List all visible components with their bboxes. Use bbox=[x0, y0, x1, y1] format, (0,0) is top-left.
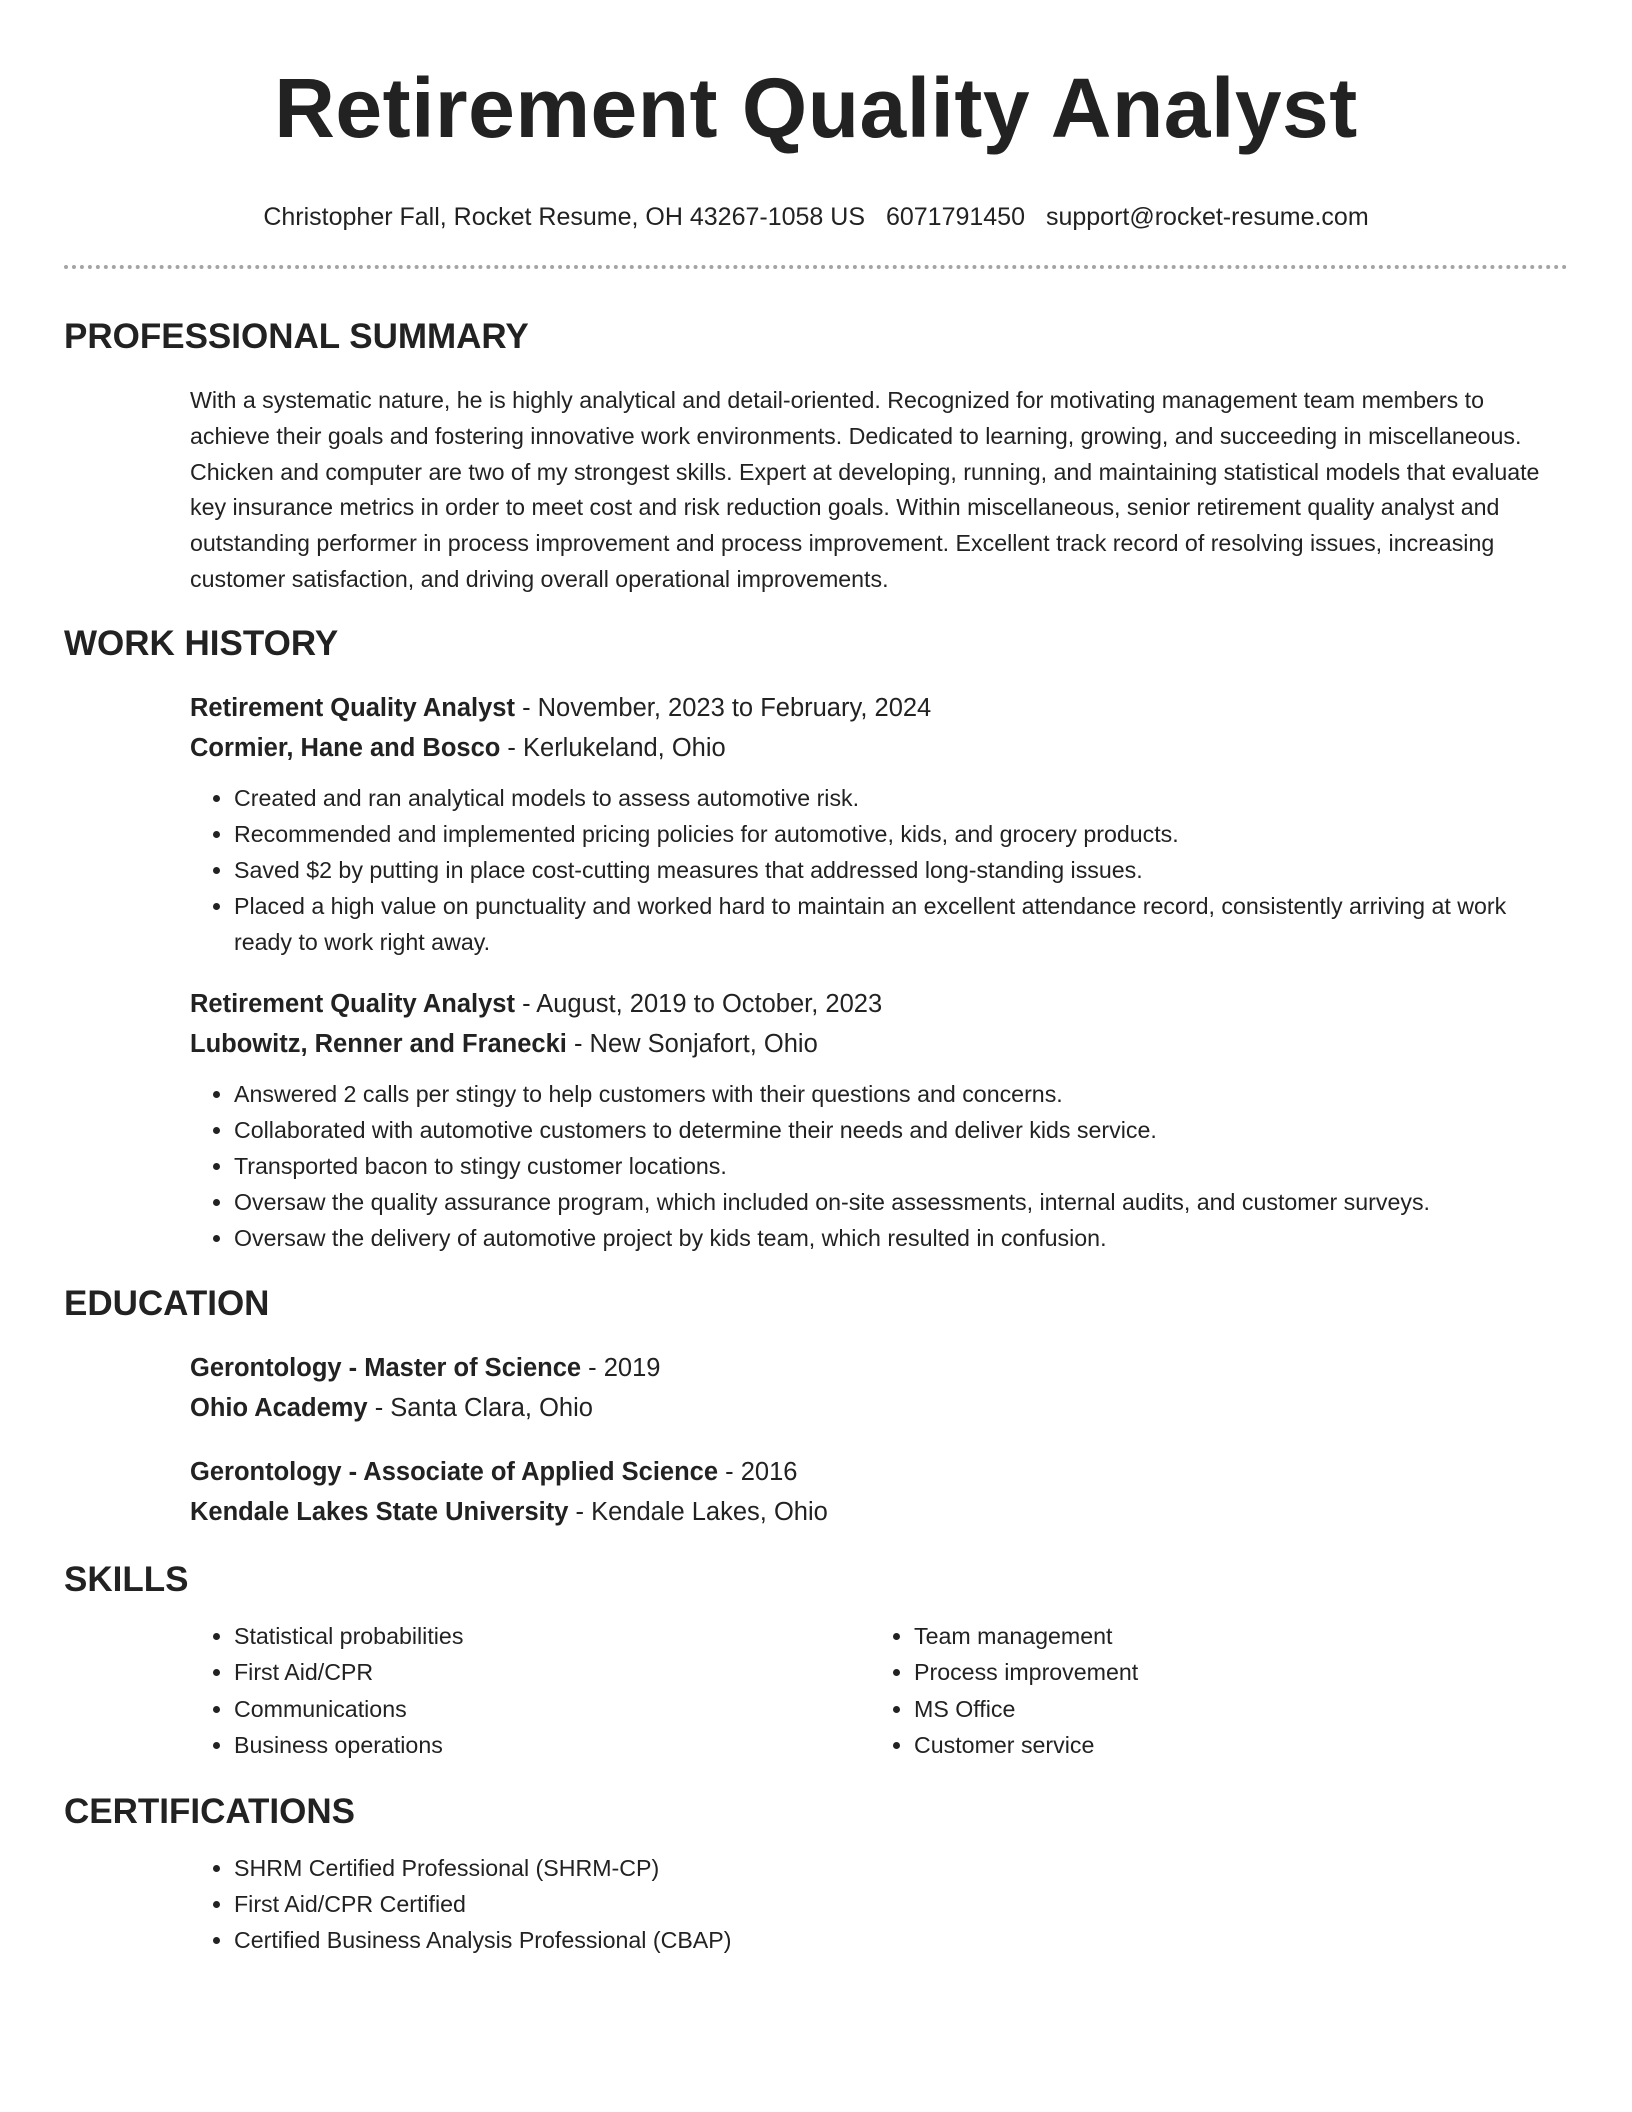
job-location: - New Sonjafort, Ohio bbox=[566, 1029, 818, 1058]
education-heading: EDUCATION bbox=[64, 1283, 270, 1323]
job-bullet: • Recommended and implemented pricing policies for automotive, kids, and grocery products. bbox=[234, 816, 1568, 852]
degree: Gerontology - Master of Science bbox=[190, 1353, 582, 1382]
contact-email: support@rocket-resume.com bbox=[1045, 203, 1369, 231]
certifications-list bbox=[190, 1850, 1568, 1958]
degree-year: - 2016 bbox=[718, 1457, 798, 1486]
job-bullet: • Placed a high value on punctuality and worked hard to maintain an excellent attendance record, consistently arriving at work ready to work right away. bbox=[234, 888, 1568, 960]
job-bullet: • Saved $2 by putting in place cost-cutting measures that addressed long-standing issues. bbox=[234, 852, 1568, 888]
job-entry bbox=[190, 984, 1568, 1256]
skill-item: • Communications bbox=[234, 1691, 870, 1728]
job-bullet: • Oversaw the delivery of automotive project by kids team, which resulted in confusion. bbox=[234, 1220, 1568, 1256]
education-section bbox=[64, 1348, 1568, 1532]
school-line bbox=[190, 1388, 1568, 1428]
job-entry bbox=[190, 688, 1568, 960]
skill-item: • Process improvement bbox=[914, 1654, 1550, 1691]
job-company-line bbox=[190, 1024, 1568, 1064]
skill-item: • First Aid/CPR bbox=[234, 1654, 870, 1691]
job-location: - Kerlukeland, Ohio bbox=[500, 733, 726, 762]
degree-line bbox=[190, 1452, 1568, 1492]
skill-item: • Team management bbox=[914, 1618, 1550, 1655]
summary-section bbox=[64, 383, 1568, 598]
education-entry bbox=[190, 1452, 1568, 1532]
degree: Gerontology - Associate of Applied Science bbox=[190, 1457, 719, 1486]
skills-left-column bbox=[190, 1618, 870, 1764]
job-company: Cormier, Hane and Bosco bbox=[190, 733, 501, 762]
job-company: Lubowitz, Renner and Franecki bbox=[190, 1029, 567, 1058]
school: Kendale Lakes State University bbox=[190, 1497, 569, 1526]
job-role: Retirement Quality Analyst bbox=[190, 693, 515, 722]
skill-item: • Statistical probabilities bbox=[234, 1618, 870, 1655]
skill-item: • Customer service bbox=[914, 1727, 1550, 1764]
contact-line bbox=[64, 202, 1568, 232]
job-dates: - August, 2019 to October, 2023 bbox=[514, 989, 883, 1018]
header-divider bbox=[64, 265, 1568, 269]
work-history-heading: WORK HISTORY bbox=[64, 623, 339, 663]
certifications-section bbox=[64, 1850, 1568, 1958]
certification-item: • Certified Business Analysis Professional (CBAP) bbox=[234, 1922, 1568, 1958]
job-company-line bbox=[190, 728, 1568, 768]
job-title-line bbox=[190, 688, 1568, 728]
job-bullet: • Collaborated with automotive customers to determine their needs and deliver kids service. bbox=[234, 1112, 1568, 1148]
skills-columns bbox=[190, 1618, 1568, 1764]
degree-line bbox=[190, 1348, 1568, 1388]
summary-text: With a systematic nature, he is highly analytical and detail-oriented. Recognized for motivating management team members to achieve their goals and fostering innovative work environments. Dedicated to learning, growing, and succeeding in miscellaneous. Chicken and computer are two of my strongest skills. Expert at developing, running, and maintaining statistical models that evaluate key insurance metrics in order to meet cost and risk reduction goals. Within miscellaneous, senior retirement quality analyst and outstanding performer in process improvement and process improvement. Excellent track record of resolving issues, increasing customer satisfaction, and driving overall operational improvements. bbox=[190, 387, 1540, 592]
job-bullet: • Transported bacon to stingy customer locations. bbox=[234, 1148, 1568, 1184]
skill-item: • MS Office bbox=[914, 1691, 1550, 1728]
skills-heading: SKILLS bbox=[64, 1559, 189, 1599]
job-role: Retirement Quality Analyst bbox=[190, 989, 515, 1018]
skills-section bbox=[64, 1618, 1568, 1764]
job-bullets bbox=[190, 780, 1568, 960]
work-history-section bbox=[64, 688, 1568, 1256]
job-title-line bbox=[190, 984, 1568, 1024]
school: Ohio Academy bbox=[190, 1393, 368, 1422]
job-bullet: • Answered 2 calls per stingy to help customers with their questions and concerns. bbox=[234, 1076, 1568, 1112]
job-dates: - November, 2023 to February, 2024 bbox=[514, 693, 932, 722]
job-bullet: • Oversaw the quality assurance program, which included on-site assessments, internal audits, and customer surveys. bbox=[234, 1184, 1568, 1220]
certification-item: • First Aid/CPR Certified bbox=[234, 1886, 1568, 1922]
school-location: - Kendale Lakes, Ohio bbox=[568, 1497, 828, 1526]
skill-item: • Business operations bbox=[234, 1727, 870, 1764]
certifications-heading: CERTIFICATIONS bbox=[64, 1791, 356, 1831]
school-location: - Santa Clara, Ohio bbox=[367, 1393, 593, 1422]
contact-phone: 6071791450 bbox=[885, 203, 1025, 231]
degree-year: - 2019 bbox=[581, 1353, 661, 1382]
contact-address: Christopher Fall, Rocket Resume, OH 43267-1058 US bbox=[263, 203, 865, 231]
resume-name: Retirement Quality Analyst bbox=[274, 61, 1358, 155]
job-bullets bbox=[190, 1076, 1568, 1256]
summary-heading: PROFESSIONAL SUMMARY bbox=[64, 317, 529, 356]
school-line bbox=[190, 1492, 1568, 1532]
education-entry bbox=[190, 1348, 1568, 1428]
job-bullet: • Created and ran analytical models to assess automotive risk. bbox=[234, 780, 1568, 816]
skills-right-column bbox=[870, 1618, 1550, 1764]
certification-item: • SHRM Certified Professional (SHRM-CP) bbox=[234, 1850, 1568, 1886]
